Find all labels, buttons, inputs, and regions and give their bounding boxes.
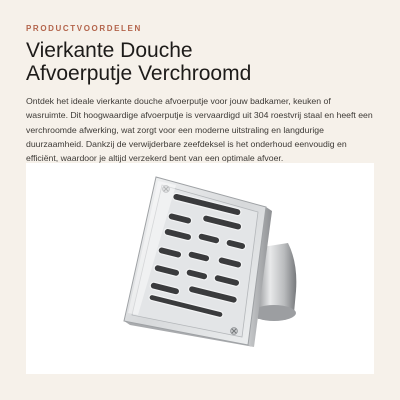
floor-drain-illustration [26,163,374,374]
product-title [26,39,374,85]
product-title-line-2: Afvoerputje Verchroomd [26,62,252,85]
product-description: Ontdek het ideale vierkante douche afvoerputje voor jouw badkamer, keuken of wasruimte. Dit hoogwaardige afvoerputje is vervaardigd uit 304 roestvrij staal en heeft een verchroomde afwerking, wat zorgt voor een moderne uitstraling en langdurige duurzaamheid. Dankzij de verwijderbare zeefdeksel is het onderhoud eenvoudig en efficiënt, waardoor je altijd verzekerd bent van een optimale afvoer. [26,96,373,164]
section-eyebrow: PRODUCTVOORDELEN [26,24,142,33]
product-title-line-1: Vierkante Douche [26,39,193,62]
product-image [26,163,374,374]
